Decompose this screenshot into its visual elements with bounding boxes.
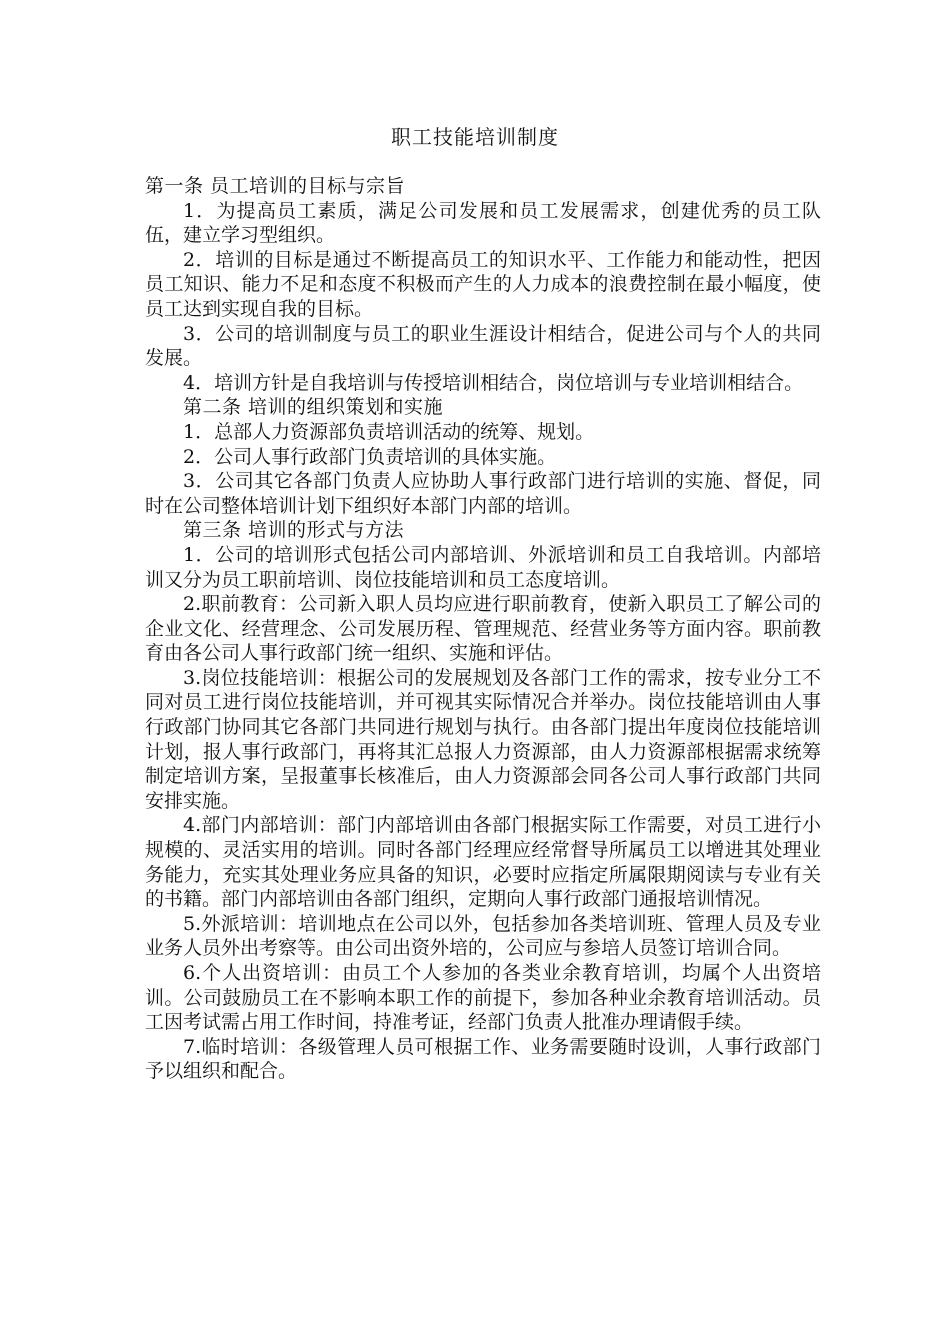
article-3-item-5: 5.外派培训：培训地点在公司以外，包括参加各类培训班、管理人员及专业业务人员外出考察等。由公司出资外培的，公司应与参培人员签订培训合同。 xyxy=(145,912,821,960)
document-title: 职工技能培训制度 xyxy=(391,125,559,149)
article-2-item-2: 2．公司人事行政部门负责培训的具体实施。 xyxy=(183,445,557,468)
article-1-item-3: 3．公司的培训制度与员工的职业生涯设计相结合，促进公司与个人的共同发展。 xyxy=(145,322,821,370)
article-3-item-1: 1．公司的培训形式包括公司内部培训、外派培训和员工自我培训。内部培训又分为员工职前培训、岗位技能培训和员工态度培训。 xyxy=(145,543,821,591)
article-1-item-4: 4．培训方针是自我培训与传授培训相结合，岗位培训与专业培训相结合。 xyxy=(183,371,804,394)
article-3-item-7: 7.临时培训：各级管理人员可根据工作、业务需要随时设训，人事行政部门予以组织和配合。 xyxy=(145,1035,821,1083)
article-3-item-4: 4.部门内部培训：部门内部培训由各部门根据实际工作需要，对员工进行小规模的、灵活实用的培训。同时各部门经理应经常督导所属员工以增进其处理业务能力，充实其处理业务应具备的知识，必要时应指定所属限期阅读与专业有关的书籍。部门内部培训由各部门组织，定期向人事行政部门通报培训情况。 xyxy=(145,814,821,911)
article-1-heading: 第一条 员工培训的目标与宗旨 xyxy=(145,175,406,197)
article-3-item-6: 6.个人出资培训：由员工个人参加的各类业余教育培训，均属个人出资培训。公司鼓励员工在不影响本职工作的前提下，参加各种业余教育培训活动。员工因考试需占用工作时间，持准考证，经部门负责人批准办理请假手续。 xyxy=(145,962,821,1034)
article-2-heading: 第二条 培训的组织策划和实施 xyxy=(183,396,444,419)
article-2-item-3: 3．公司其它各部门负责人应协助人事行政部门进行培训的实施、督促，同时在公司整体培训计划下组织好本部门内部的培训。 xyxy=(145,470,821,517)
article-3-heading: 第三条 培训的形式与方法 xyxy=(183,519,405,542)
article-1-item-2: 2．培训的目标是通过不断提高员工的知识水平、工作能力和能动性，把因员工知识、能力不足和态度不积极而产生的人力成本的浪费控制在最小幅度，使员工达到实现自我的目标。 xyxy=(145,248,821,320)
article-3-item-3: 3.岗位技能培训：根据公司的发展规划及各部门工作的需求，按专业分工不同对员工进行岗位技能培训，并可视其实际情况合并举办。岗位技能培训由人事行政部门协同其它各部门共同进行规划与执行。由各部门提出年度岗位技能培训计划，报人事行政部门，再将其汇总报人力资源部，由人力资源部根据需求统筹制定培训方案，呈报董事长核准后，由人力资源部会同各公司人事行政部门共同安排实施。 xyxy=(145,666,821,812)
article-2-item-1: 1．总部人力资源部负责培训活动的统筹、规划。 xyxy=(183,420,595,443)
article-1-item-1: 1．为提高员工素质，满足公司发展和员工发展需求，创建优秀的员工队伍，建立学习型组织。 xyxy=(145,199,821,247)
document-body xyxy=(145,174,821,1084)
article-3-item-2: 2.职前教育：公司新入职人员均应进行职前教育，使新入职员工了解公司的企业文化、经营理念、公司发展历程、管理规范、经营业务等方面内容。职前教育由各公司人事行政部门统一组织、实施和评估。 xyxy=(145,593,821,665)
